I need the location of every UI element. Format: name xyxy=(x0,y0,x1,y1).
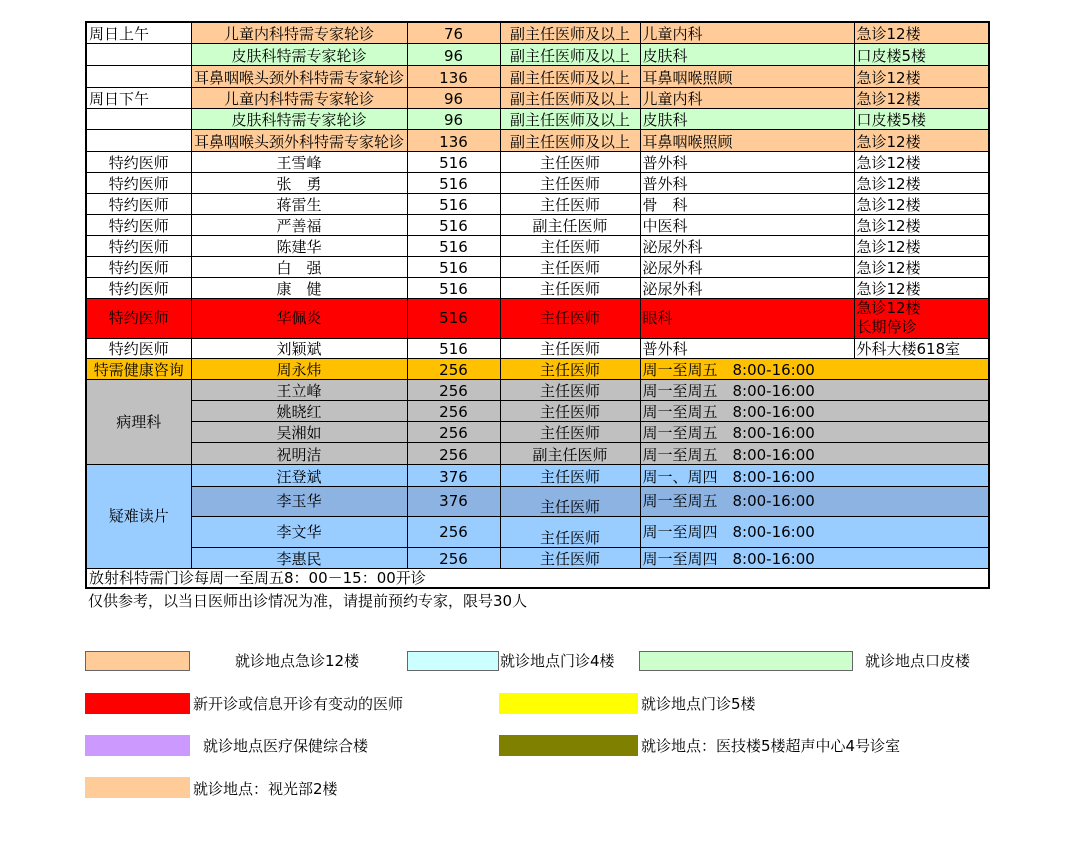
title-cell: 副主任医师及以上 xyxy=(500,129,640,151)
title-cell: 主任医师 xyxy=(500,235,640,256)
location-cell: 急诊12楼 xyxy=(854,87,989,108)
schedule-row xyxy=(86,235,989,256)
department-cell: 皮肤科 xyxy=(640,108,854,129)
title-cell: 主任医师 xyxy=(500,516,640,547)
legend-label: 就诊地点门诊4楼 xyxy=(500,652,615,670)
schedule-row xyxy=(86,486,989,516)
title-cell: 主任医师 xyxy=(500,172,640,193)
schedule-row xyxy=(86,214,989,235)
title-cell: 主任医师 xyxy=(500,256,640,277)
session-cell xyxy=(86,65,191,87)
doctor-name-cell: 蒋雷生 xyxy=(191,193,407,214)
schedule-row xyxy=(86,338,989,358)
radiology-note-cell: 放射科特需门诊每周一至周五8：00－15：00开诊 xyxy=(86,568,989,588)
fee-cell: 256 xyxy=(407,516,500,547)
suspension-status-text: 长期停诊 xyxy=(856,318,917,336)
doctor-name-cell: 康 健 xyxy=(191,277,407,298)
legend-swatch xyxy=(85,651,190,671)
hours-cell: 周一、周四 8:00-16:00 xyxy=(640,464,989,486)
category-cell: 特约医师 xyxy=(86,298,191,338)
session-cell: 周日下午 xyxy=(86,87,191,108)
fee-cell: 96 xyxy=(407,87,500,108)
category-cell: 特约医师 xyxy=(86,256,191,277)
session-cell: 周日上午 xyxy=(86,22,191,43)
fee-cell: 376 xyxy=(407,464,500,486)
title-cell: 副主任医师及以上 xyxy=(500,108,640,129)
session-cell xyxy=(86,129,191,151)
fee-cell: 516 xyxy=(407,193,500,214)
category-cell: 疑难读片 xyxy=(86,464,191,568)
fee-cell: 256 xyxy=(407,358,500,379)
fee-cell: 256 xyxy=(407,547,500,568)
session-cell xyxy=(86,43,191,65)
title-cell: 主任医师 xyxy=(500,379,640,400)
location-cell xyxy=(854,298,989,338)
fee-cell: 256 xyxy=(407,379,500,400)
title-cell: 主任医师 xyxy=(500,358,640,379)
doctor-name-cell: 李玉华 xyxy=(191,486,407,516)
category-cell: 特约医师 xyxy=(86,235,191,256)
radiology-note-section xyxy=(86,568,989,588)
legend-swatch xyxy=(85,735,190,756)
hours-cell: 周一至周五 8:00-16:00 xyxy=(640,379,989,400)
doctor-name-cell: 李文华 xyxy=(191,516,407,547)
category-cell: 特约医师 xyxy=(86,172,191,193)
doctor-name-cell: 汪登斌 xyxy=(191,464,407,486)
schedule-row xyxy=(86,65,989,87)
hours-cell: 周一至周五 8:00-16:00 xyxy=(640,400,989,421)
title-cell: 副主任医师 xyxy=(500,442,640,464)
category-cell: 特需健康咨询 xyxy=(86,358,191,379)
schedule-row xyxy=(86,277,989,298)
title-cell: 主任医师 xyxy=(500,486,640,516)
department-cell: 眼科 xyxy=(640,298,854,338)
department-cell: 泌尿外科 xyxy=(640,277,854,298)
schedule-row xyxy=(86,108,989,129)
clinic-name-cell: 耳鼻咽喉头颈外科特需专家轮诊 xyxy=(191,129,407,151)
fee-cell: 136 xyxy=(407,129,500,151)
schedule-row xyxy=(86,516,989,547)
department-cell: 耳鼻咽喉照顾 xyxy=(640,65,854,87)
fee-cell: 96 xyxy=(407,43,500,65)
fee-cell: 136 xyxy=(407,65,500,87)
fee-cell: 516 xyxy=(407,277,500,298)
location-cell: 急诊12楼 xyxy=(854,172,989,193)
hours-cell: 周一至周五 8:00-16:00 xyxy=(640,421,989,442)
location-cell: 急诊12楼 xyxy=(854,22,989,43)
schedule-row-changed xyxy=(86,298,989,338)
department-cell: 儿童内科 xyxy=(640,22,854,43)
pathology-section xyxy=(86,379,989,464)
legend-label: 就诊地点：医技楼5楼超声中心4号诊室 xyxy=(641,737,901,755)
location-text: 急诊12楼 xyxy=(856,299,921,317)
legend-swatch xyxy=(499,735,638,756)
location-cell: 急诊12楼 xyxy=(854,256,989,277)
schedule-row xyxy=(86,151,989,172)
category-cell: 特约医师 xyxy=(86,277,191,298)
department-cell: 中医科 xyxy=(640,214,854,235)
location-cell: 急诊12楼 xyxy=(854,235,989,256)
hours-cell: 周一至周五 8:00-16:00 xyxy=(640,486,989,516)
schedule-row xyxy=(86,568,989,588)
hours-cell: 周一至周五 8:00-16:00 xyxy=(640,358,989,379)
legend-swatch xyxy=(85,693,190,714)
schedule-row xyxy=(86,464,989,486)
clinic-name-cell: 儿童内科特需专家轮诊 xyxy=(191,22,407,43)
location-cell: 急诊12楼 xyxy=(854,151,989,172)
title-cell: 主任医师 xyxy=(500,298,640,338)
legend-label: 就诊地点口皮楼 xyxy=(865,652,971,670)
clinic-name-cell: 儿童内科特需专家轮诊 xyxy=(191,87,407,108)
legend-label: 新开诊或信息开诊有变动的医师 xyxy=(193,695,404,713)
title-cell: 主任医师 xyxy=(500,547,640,568)
schedule-row xyxy=(86,87,989,108)
fee-cell: 516 xyxy=(407,256,500,277)
doctor-name-cell: 周永炜 xyxy=(191,358,407,379)
doctor-name-cell: 王立峰 xyxy=(191,379,407,400)
fee-cell: 516 xyxy=(407,151,500,172)
doctor-name-cell: 祝明洁 xyxy=(191,442,407,464)
title-cell: 主任医师 xyxy=(500,338,640,358)
schedule-row xyxy=(86,43,989,65)
title-cell: 副主任医师及以上 xyxy=(500,22,640,43)
department-cell: 普外科 xyxy=(640,338,854,358)
title-cell: 主任医师 xyxy=(500,277,640,298)
doctor-name-cell: 白 强 xyxy=(191,256,407,277)
title-cell: 主任医师 xyxy=(500,400,640,421)
legend-label: 就诊地点门诊5楼 xyxy=(641,695,756,713)
title-cell: 副主任医师及以上 xyxy=(500,43,640,65)
title-cell: 副主任医师及以上 xyxy=(500,65,640,87)
category-cell: 特约医师 xyxy=(86,151,191,172)
location-cell: 急诊12楼 xyxy=(854,129,989,151)
doctor-name-cell: 陈建华 xyxy=(191,235,407,256)
fee-cell: 256 xyxy=(407,400,500,421)
location-cell: 急诊12楼 xyxy=(854,65,989,87)
clinic-name-cell: 皮肤科特需专家轮诊 xyxy=(191,43,407,65)
clinic-name-cell: 皮肤科特需专家轮诊 xyxy=(191,108,407,129)
schedule-row xyxy=(86,421,989,442)
department-cell: 骨 科 xyxy=(640,193,854,214)
hours-cell: 周一至周四 8:00-16:00 xyxy=(640,516,989,547)
department-cell: 儿童内科 xyxy=(640,87,854,108)
category-cell: 病理科 xyxy=(86,379,191,464)
schedule-row xyxy=(86,547,989,568)
fee-cell: 376 xyxy=(407,486,500,516)
title-cell: 主任医师 xyxy=(500,421,640,442)
department-cell: 耳鼻咽喉照顾 xyxy=(640,129,854,151)
fee-cell: 256 xyxy=(407,421,500,442)
schedule-row xyxy=(86,172,989,193)
fee-cell: 516 xyxy=(407,214,500,235)
legend-label: 就诊地点：视光部2楼 xyxy=(193,780,338,798)
session-cell xyxy=(86,108,191,129)
legend-swatch xyxy=(639,651,853,671)
sunday-rotation-section xyxy=(86,22,989,151)
category-cell: 特约医师 xyxy=(86,214,191,235)
difficult-imaging-section xyxy=(86,464,989,568)
title-cell: 主任医师 xyxy=(500,193,640,214)
title-cell: 主任医师 xyxy=(500,151,640,172)
schedule-row xyxy=(86,379,989,400)
schedule-row xyxy=(86,358,989,379)
legend-label: 就诊地点医疗保健综合楼 xyxy=(203,737,369,755)
title-cell: 副主任医师 xyxy=(500,214,640,235)
legend-swatch xyxy=(499,693,638,714)
health-consult-section xyxy=(86,358,989,379)
schedule-row xyxy=(86,129,989,151)
department-cell: 泌尿外科 xyxy=(640,235,854,256)
doctor-name-cell: 姚晓红 xyxy=(191,400,407,421)
location-cell: 口皮楼5楼 xyxy=(854,43,989,65)
location-cell: 急诊12楼 xyxy=(854,277,989,298)
department-cell: 普外科 xyxy=(640,172,854,193)
title-cell: 主任医师 xyxy=(500,464,640,486)
doctor-name-cell: 华佩炎 xyxy=(191,298,407,338)
hours-cell: 周一至周五 8:00-16:00 xyxy=(640,442,989,464)
schedule-row xyxy=(86,400,989,421)
legend-label: 就诊地点急诊12楼 xyxy=(235,652,360,670)
fee-cell: 96 xyxy=(407,108,500,129)
doctor-name-cell: 李惠民 xyxy=(191,547,407,568)
location-cell: 急诊12楼 xyxy=(854,214,989,235)
fee-cell: 516 xyxy=(407,172,500,193)
doctor-name-cell: 严善福 xyxy=(191,214,407,235)
category-cell: 特约医师 xyxy=(86,193,191,214)
fee-cell: 76 xyxy=(407,22,500,43)
location-cell: 外科大楼618室 xyxy=(854,338,989,358)
clinic-name-cell: 耳鼻咽喉头颈外科特需专家轮诊 xyxy=(191,65,407,87)
doctor-name-cell: 吴湘如 xyxy=(191,421,407,442)
category-cell: 特约医师 xyxy=(86,338,191,358)
doctor-name-cell: 张 勇 xyxy=(191,172,407,193)
disclaimer-note: 仅供参考，以当日医师出诊情况为准，请提前预约专家，限号30人 xyxy=(88,592,528,610)
fee-cell: 516 xyxy=(407,298,500,338)
department-cell: 皮肤科 xyxy=(640,43,854,65)
fee-cell: 516 xyxy=(407,338,500,358)
department-cell: 泌尿外科 xyxy=(640,256,854,277)
legend-swatch xyxy=(407,651,499,671)
fee-cell: 516 xyxy=(407,235,500,256)
doctor-name-cell: 刘颖斌 xyxy=(191,338,407,358)
fee-cell: 256 xyxy=(407,442,500,464)
location-cell: 口皮楼5楼 xyxy=(854,108,989,129)
schedule-row xyxy=(86,193,989,214)
department-cell: 普外科 xyxy=(640,151,854,172)
location-cell: 急诊12楼 xyxy=(854,193,989,214)
schedule-row xyxy=(86,442,989,464)
doctor-name-cell: 王雪峰 xyxy=(191,151,407,172)
special-clinic-schedule-table xyxy=(85,21,990,589)
legend-swatch xyxy=(85,777,190,798)
schedule-row xyxy=(86,22,989,43)
hours-cell: 周一至周四 8:00-16:00 xyxy=(640,547,989,568)
schedule-row xyxy=(86,256,989,277)
contract-doctors-section xyxy=(86,151,989,358)
title-cell: 副主任医师及以上 xyxy=(500,87,640,108)
